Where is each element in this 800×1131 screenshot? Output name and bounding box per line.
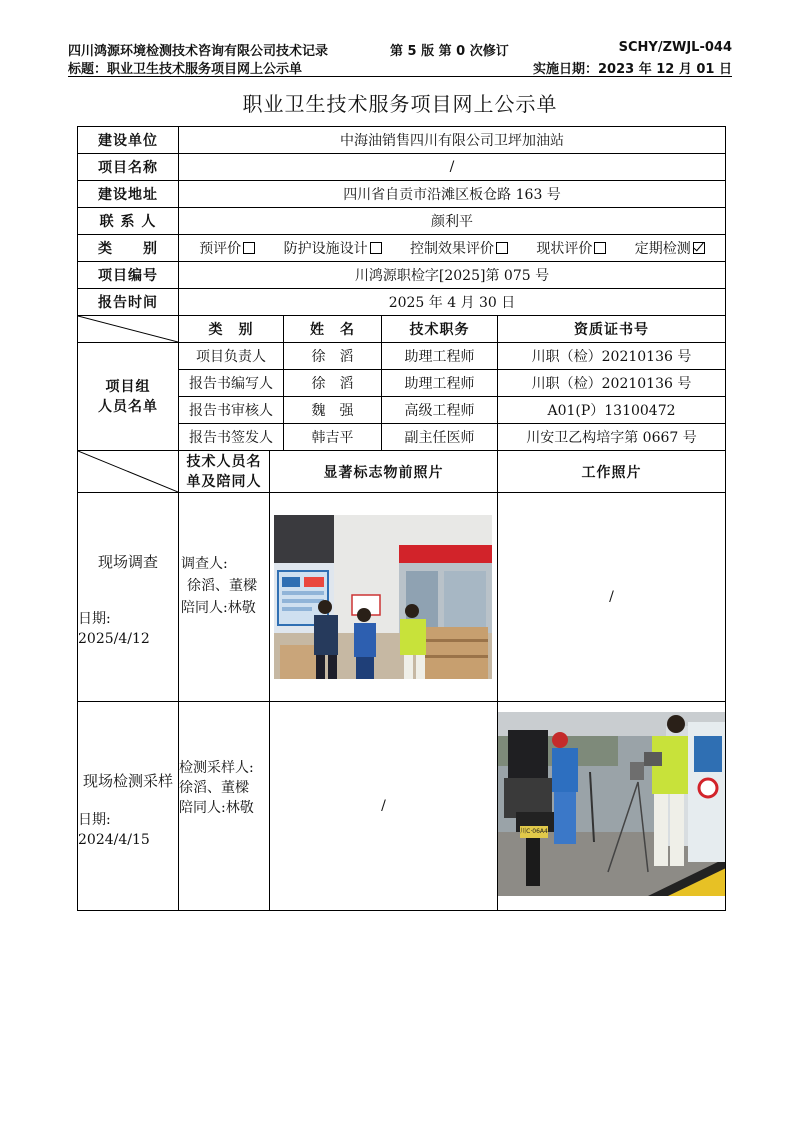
staff-role: 报告书审核人 (179, 397, 284, 424)
sampling-date-block (78, 810, 150, 850)
companion-label: 陪同人: (179, 800, 226, 816)
staff-header-name: 姓 名 (284, 316, 382, 343)
survey-date-block (78, 609, 150, 649)
address-label: 建设地址 (78, 181, 179, 208)
contact-label: 联 系 人 (78, 208, 179, 235)
photo-header-staff: 技术人员名 单及陪同人 (179, 451, 270, 493)
investigators: 徐滔、董樑 (187, 578, 257, 594)
doc-code: SCHY/ZWJL-044 (618, 40, 732, 55)
staff-name: 魏 强 (284, 397, 382, 424)
sign-photo (274, 515, 492, 679)
address-value: 四川省自贡市沿滩区板仓路 163 号 (179, 181, 726, 208)
sampling-staff-cell (179, 702, 270, 911)
diagonal-photo-header-cell (78, 451, 179, 493)
work-photo (498, 712, 726, 896)
staff-title: 高级工程师 (382, 397, 498, 424)
publicity-table (77, 126, 726, 911)
companion-label: 陪同人: (181, 600, 228, 616)
companion-line (181, 597, 257, 619)
sampling-label-cell (78, 702, 179, 911)
unit-value: 中海油销售四川有限公司卫坪加油站 (179, 127, 726, 154)
project-name-label: 项目名称 (78, 154, 179, 181)
project-code-value: 川鸿源职检字[2025]第 075 号 (179, 262, 726, 289)
project-code-label: 项目编号 (78, 262, 179, 289)
diagonal-line-icon (78, 451, 178, 492)
plate-text: 川C·06A4 (520, 828, 548, 835)
effective-date: 实施日期：2023 年 12 月 01 日 (533, 62, 732, 77)
category-protection-design: 防护设施设计 (284, 238, 382, 258)
report-time-value: 2025 年 4 月 30 日 (179, 289, 726, 316)
survey-date: 2025/4/12 (78, 631, 150, 647)
survey-date-label: 日期: (78, 611, 111, 627)
investigator-label: 调查人: (181, 556, 228, 572)
category-pre-evaluation: 预评价 (199, 238, 255, 258)
company-record: 四川鸿源环境检测技术咨询有限公司技术记录 (68, 44, 329, 59)
staff-header-title: 技术职务 (382, 316, 498, 343)
header-row-2 (68, 58, 732, 77)
category-periodic-testing: 定期检测 (635, 238, 705, 258)
staff-cert: A01(P）13100472 (498, 397, 726, 424)
staff-title: 助理工程师 (382, 370, 498, 397)
survey-sign-photo-cell (270, 493, 498, 702)
staff-name: 徐 滔 (284, 370, 382, 397)
sampling-date-label: 日期: (78, 812, 111, 828)
staff-role: 报告书编写人 (179, 370, 284, 397)
companion: 林敬 (225, 800, 254, 816)
subject: 标题：职业卫生技术服务项目网上公示单 (68, 62, 303, 77)
category-status-evaluation: 现状评价 (536, 238, 606, 258)
sampling-date: 2024/4/15 (78, 832, 150, 848)
survey-label-cell (78, 493, 179, 702)
staff-header-category: 类 别 (179, 316, 284, 343)
report-time-label: 报告时间 (78, 289, 179, 316)
unit-label: 建设单位 (78, 127, 179, 154)
staff-name: 韩吉平 (284, 424, 382, 451)
survey-label: 现场调查 (97, 553, 158, 571)
photo-header-sign: 显著标志物前照片 (270, 451, 498, 493)
category-control-evaluation: 控制效果评价 (410, 238, 508, 258)
checkbox-icon (496, 242, 508, 254)
photo-header-work: 工作照片 (498, 451, 726, 493)
document-title: 职业卫生技术服务项目网上公示单 (242, 92, 558, 116)
sampling-work-photo-cell (498, 702, 726, 911)
staff-name: 徐 滔 (284, 343, 382, 370)
staff-group-label: 项目组 人员名单 (78, 343, 179, 451)
sampler-label: 检测采样人: (179, 760, 254, 776)
sampling-sign-photo: / (270, 702, 498, 911)
staff-title: 副主任医师 (382, 424, 498, 451)
survey-work-photo: / (498, 493, 726, 702)
checked-box-icon (693, 242, 705, 254)
header-row-1 (68, 40, 732, 58)
staff-header-cert: 资质证书号 (498, 316, 726, 343)
checkbox-icon (370, 242, 382, 254)
survey-staff-cell (179, 493, 270, 702)
staff-role: 报告书签发人 (179, 424, 284, 451)
checkbox-icon (594, 242, 606, 254)
version: 第 5 版 第 0 次修订 (390, 44, 509, 59)
samplers: 徐滔、董樑 (179, 780, 249, 796)
diagonal-header-cell (78, 316, 179, 343)
diagonal-line-icon (78, 316, 178, 342)
contact-value: 颜利平 (179, 208, 726, 235)
companion-line (179, 798, 254, 818)
staff-cert: 川安卫乙构培字第 0667 号 (498, 424, 726, 451)
staff-role: 项目负责人 (179, 343, 284, 370)
staff-title: 助理工程师 (382, 343, 498, 370)
project-name-value: / (179, 154, 726, 181)
staff-cert: 川职（检）20210136 号 (498, 370, 726, 397)
sampling-label: 现场检测采样 (82, 772, 173, 790)
companion: 林敬 (227, 600, 256, 616)
category-label: 类 别 (78, 235, 179, 262)
staff-cert: 川职（检）20210136 号 (498, 343, 726, 370)
category-options (179, 235, 726, 262)
checkbox-icon (243, 242, 255, 254)
